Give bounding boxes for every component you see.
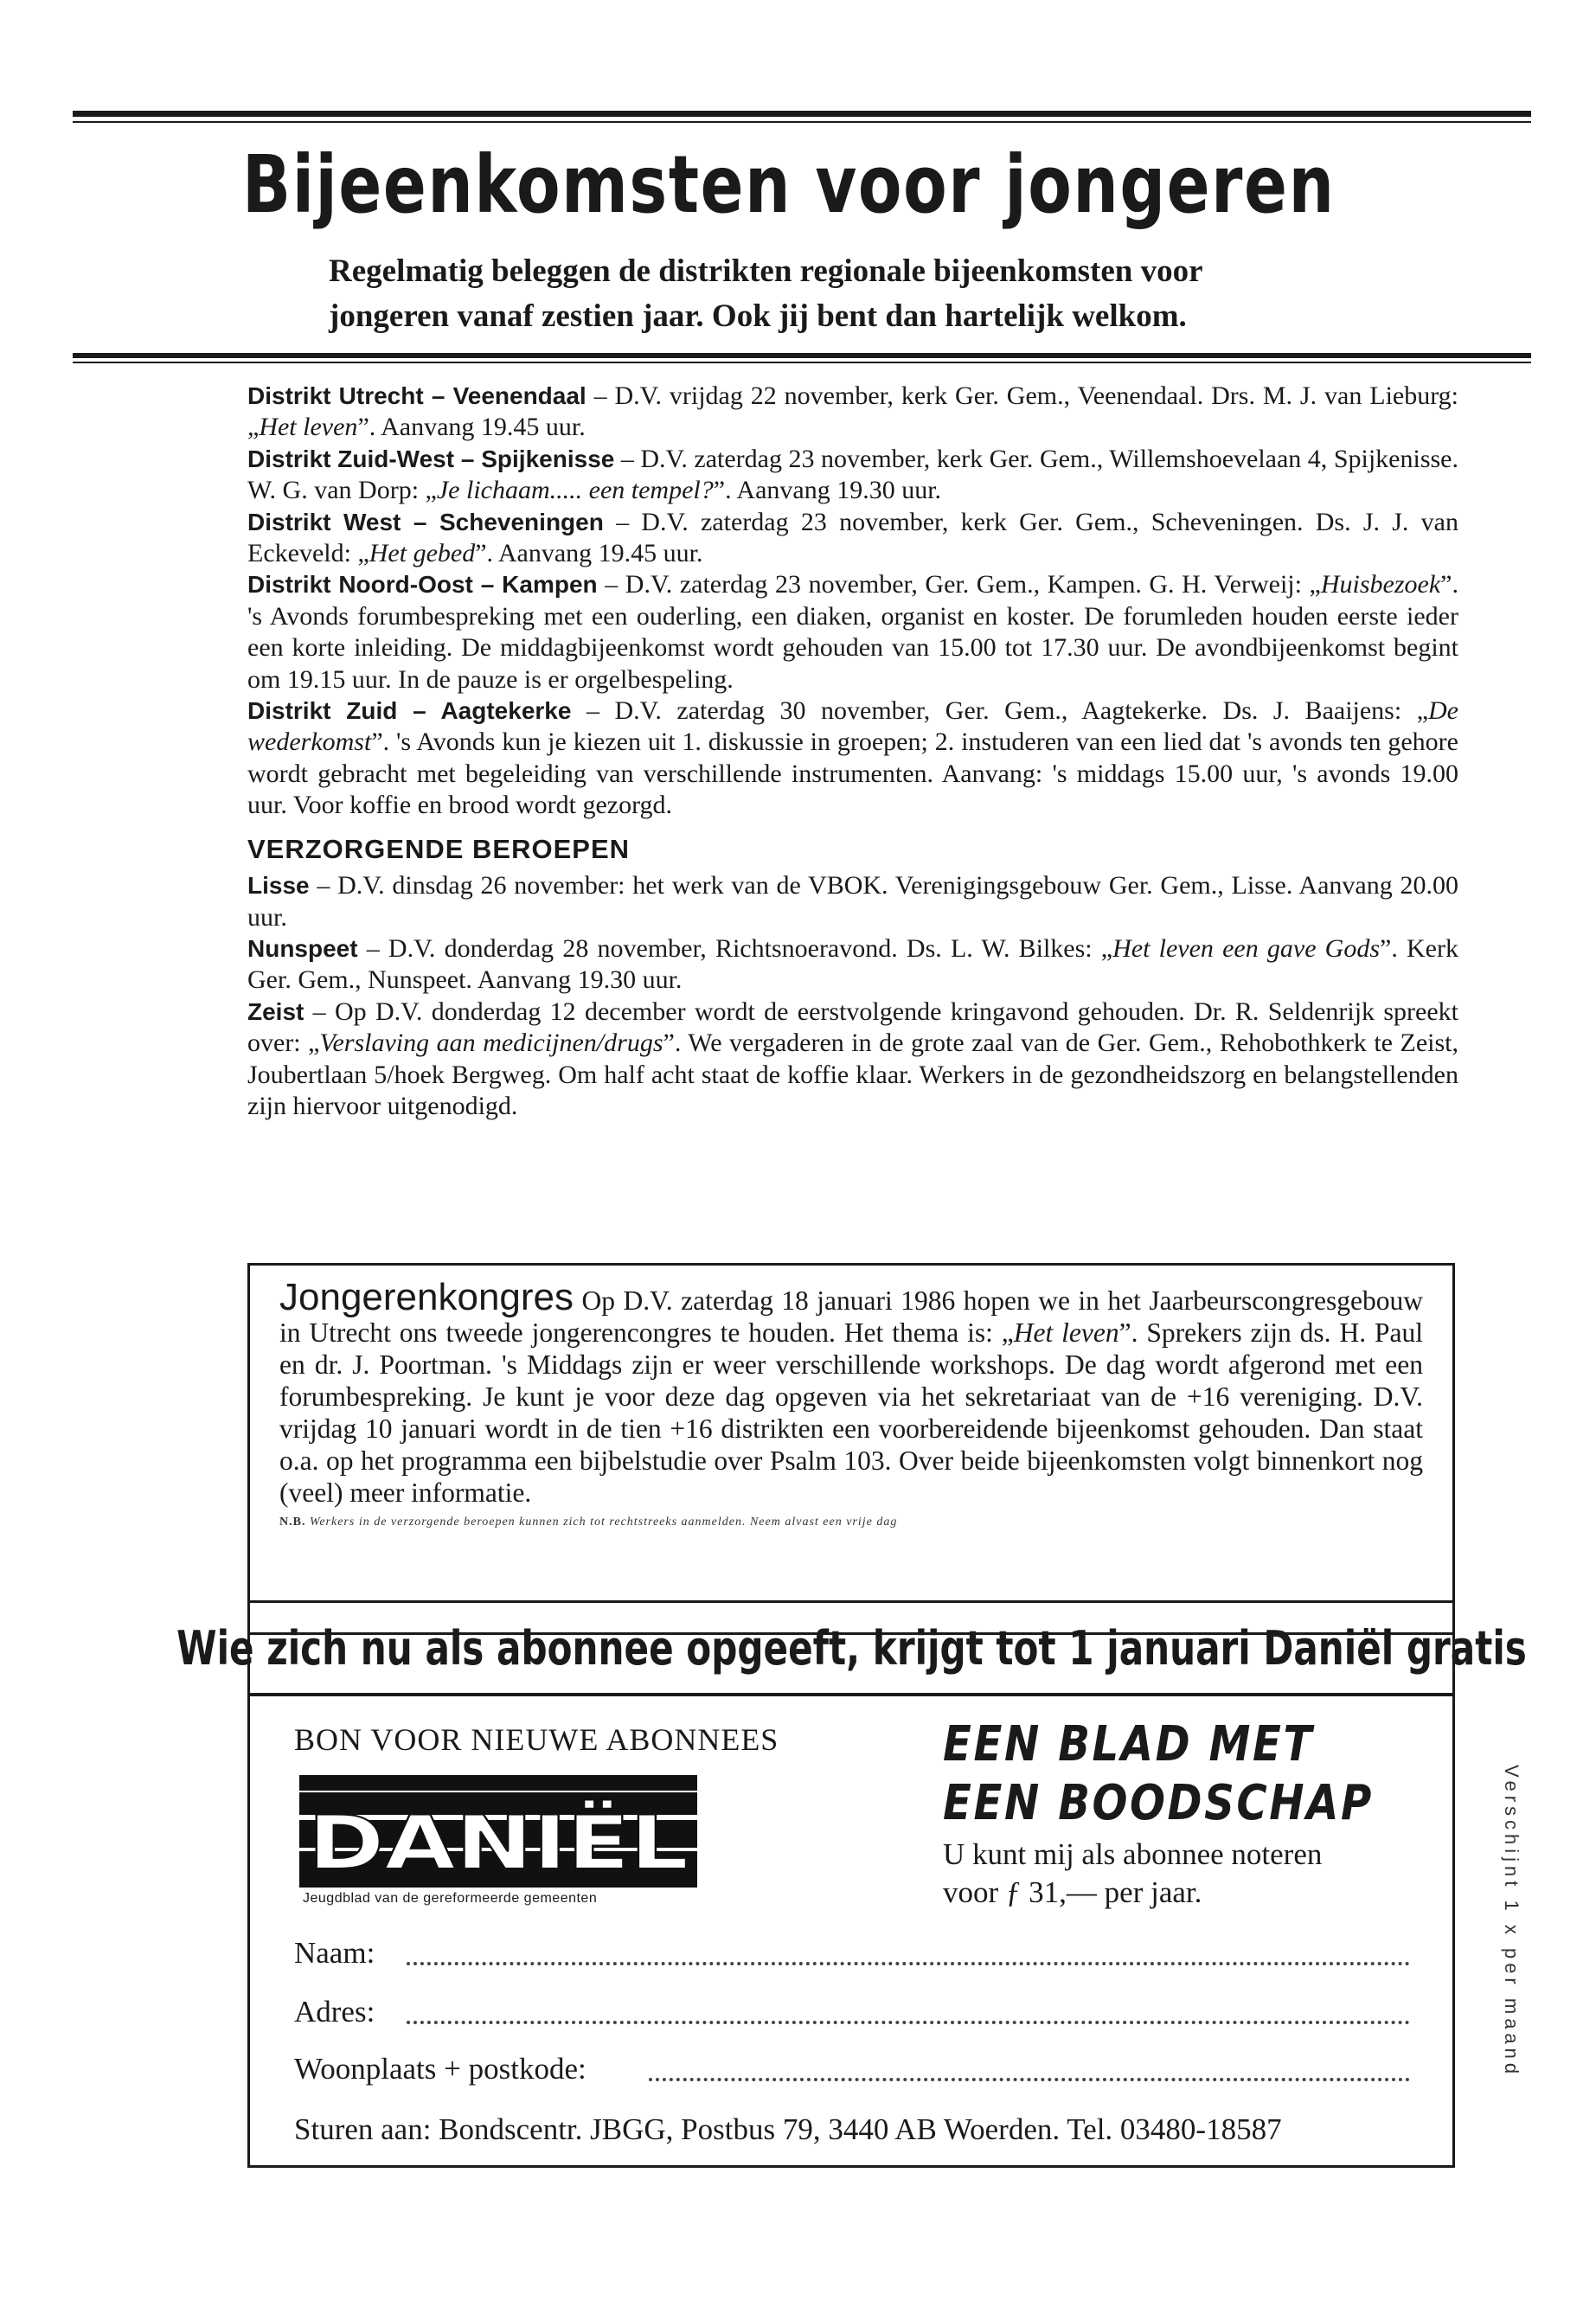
address-field-line[interactable] [407,2021,1410,2024]
care-event-head: Zeist [247,997,304,1025]
district-event-head: Distrikt Zuid – Aagtekerke [247,697,572,725]
district-event [247,507,1458,570]
italic-title: Huisbezoek [1320,570,1441,599]
promo-text: Wie zich nu als abonnee opgeeft, krijgt tot 1 januari Daniël gratis [176,1620,1527,1676]
district-event [247,695,1458,822]
send-to-address: Sturen aan: Bondscentr. JBGG, Postbus 79, 3440 AB Woerden. Tel. 03480-18587 [294,2112,1282,2146]
text-run: ”. Aanvang 19.30 uur. [713,476,942,505]
italic-title: Het leven [259,413,358,442]
city-field-label: Woonplaats + postkode: [294,2052,586,2086]
name-field-label: Naam: [294,1936,375,1970]
intro-text [329,249,1453,339]
care-event [247,870,1458,933]
events-list [247,381,1458,1122]
kongres-note [279,1516,1423,1529]
offer-line-1: U kunt mij als abonnee noteren [943,1837,1323,1871]
side-text: Verschijnt 1 x per maand [1501,1765,1522,2079]
offer-text [943,1836,1322,1912]
italic-title: Je lichaam..... een tempel? [436,476,714,505]
district-event [247,381,1458,444]
text-run: ”. Aanvang 19.45 uur. [475,539,703,568]
text-run: – D.V. zaterdag 23 november, Ger. Gem., Kampen. G. H. Verweij: „ [597,570,1321,599]
text-run: – D.V. dinsdag 26 november: het werk van de VBOK. Verenigingsgebouw Ger. Gem., Lisse. Aanvang 20.00 uur. [247,871,1458,932]
mid-rule-thick [73,353,1531,358]
text-run: – D.V. zaterdag 23 november, kerk Ger. Gem., Willemshoevelaan 4, Spijkenisse. W. G. van Dorp: „ [247,444,1458,505]
text-run: ”. Aanvang 19.45 uur. [357,413,586,442]
text-run: ”. 's Avonds kun je kiezen uit 1. diskussie in groepen; 2. instuderen van een lied dat 's avonds ten gehore wordt gebracht met begeleiding van verschillende instrumenten. Aanvang: 's middags 15.00 uur, 's avonds 19.00 uur. Voor koffie en brood wordt gezorgd. [247,727,1458,820]
coupon-title: BON VOOR NIEUWE ABONNEES [294,1722,779,1757]
district-event-head: Distrikt Utrecht – Veenendaal [247,382,586,409]
district-event-head: Distrikt West – Scheveningen [247,508,604,535]
district-event-head: Distrikt Noord-Oost – Kampen [247,571,598,599]
address-field-label: Adres: [294,1995,375,2029]
text-run: ”. Kerk Ger. Gem., Nunspeet. Aanvang 19.30 uur. [247,933,1458,995]
italic-title: Het leven [1013,1317,1119,1348]
care-event [247,933,1458,997]
kongres-box [247,1263,1455,1635]
text-run: – Op D.V. donderdag 12 december wordt de eerstvolgende kringavond gehouden. Dr. R. Seldenrijk spreekt over: „ [247,997,1458,1058]
text-run: ”. We vergaderen in de grote zaal van de Ger. Gem., Rehobothkerk te Zeist, Joubertlaan 5/hoek Bergweg. Om half acht staat de koffie klaar. Werkers in de gezondheidszorg en belangstellenden zijn hiervoor uitgenodigd. [247,1029,1458,1120]
district-event-head: Distrikt Zuid-West – Spijkenisse [247,445,615,472]
text-run: ”. 's Avonds forumbespreking met een ouderling, een diaken, organist en koster. De forumleden houden eerste ieder een korte inleiding. De middagbijeenkomst wordt gehouden van 15.00 tot 17.30 uur. De avondbijeenkomst begint om 19.15 uur. In de pauze is er orgelbespeling. [247,570,1458,694]
offer-line-2: voor ƒ 31,— per jaar. [943,1875,1202,1909]
logo-text: DANIËL [308,1800,616,1887]
italic-title: De wederkomst [247,696,1458,757]
district-event [247,569,1458,695]
note-text: Werkers in de verzorgende beroepen kunnen zich tot rechtstreeks aanmelden. Neem alvast een vrije dag [309,1516,898,1529]
kongres-title: Jongerenkongres [279,1276,574,1318]
italic-title: Het gebed [369,539,476,568]
section-title: VERZORGENDE BEROEPEN [247,833,631,864]
italic-title: Verslaving aan medicijnen/drugs [319,1029,663,1058]
italic-title: Het leven een gave Gods [1112,933,1381,963]
text-run: – D.V. zaterdag 30 november, Ger. Gem., Aagtekerke. Ds. J. Baaijens: „ [571,696,1429,726]
slogan-line-1: EEN BLAD MET [943,1716,1314,1772]
top-rule-thin [73,121,1531,123]
text-run: ”. Sprekers zijn ds. H. Paul en dr. J. Poortman. 's Middags zijn er weer verschillende workshops. De dag wordt afgerond met een forumbespreking. Je kunt je voor deze dag opgeven via het sekretariaat van de +16 vereniging. D.V. vrijdag 10 januari wordt in de tien +16 distrikten een voorbereidende bijeenkomst gehouden. Dan staat o.a. op het programma een bijbelstudie over Psalm 103. Over beide bijeenkomsten volgt binnenkort nog (veel) meer informatie. [279,1317,1423,1508]
intro-line-2: jongeren vanaf zestien jaar. Ook jij bent dan hartelijk welkom. [329,298,1187,334]
district-event [247,444,1458,507]
promo-banner [176,1600,1527,1695]
slogan-line-2: EEN BOODSCHAP [943,1775,1374,1831]
care-professions-events [247,870,1458,1122]
district-events [247,381,1458,822]
top-rule-thick [73,111,1531,117]
care-event-head: Lisse [247,872,310,900]
city-field-line[interactable] [649,2078,1410,2081]
page-title: Bijeenkomsten voor jongeren [242,138,1336,231]
text-run: – D.V. vrijdag 22 november, kerk Ger. Gem., Veenendaal. Drs. M. J. van Lieburg: „ [247,381,1458,442]
care-event-head: Nunspeet [247,934,358,962]
text-run: – D.V. zaterdag 23 november, kerk Ger. Gem., Scheveningen. Ds. J. J. van Eckeveld: „ [247,507,1458,568]
note-label: N.B. [279,1516,306,1529]
logo-caption: Jeugdblad van de gereformeerde gemeenten [303,1891,598,1906]
text-run: – D.V. donderdag 28 november, Richtsnoeravond. Ds. L. W. Bilkes: „ [357,933,1113,963]
daniel-logo [299,1775,697,1888]
mid-rule-thin [73,362,1531,363]
intro-line-1: Regelmatig beleggen de distrikten regionale bijeenkomsten voor [329,253,1203,289]
care-event [247,997,1458,1123]
name-field-line[interactable] [407,1962,1410,1965]
kongres-text [279,1276,1423,1509]
text-run: Op D.V. zaterdag 18 januari 1986 hopen we in het Jaarbeurscongresgebouw in Utrecht ons tweede jongerencongres te houden. Het thema is: „ [279,1285,1423,1348]
